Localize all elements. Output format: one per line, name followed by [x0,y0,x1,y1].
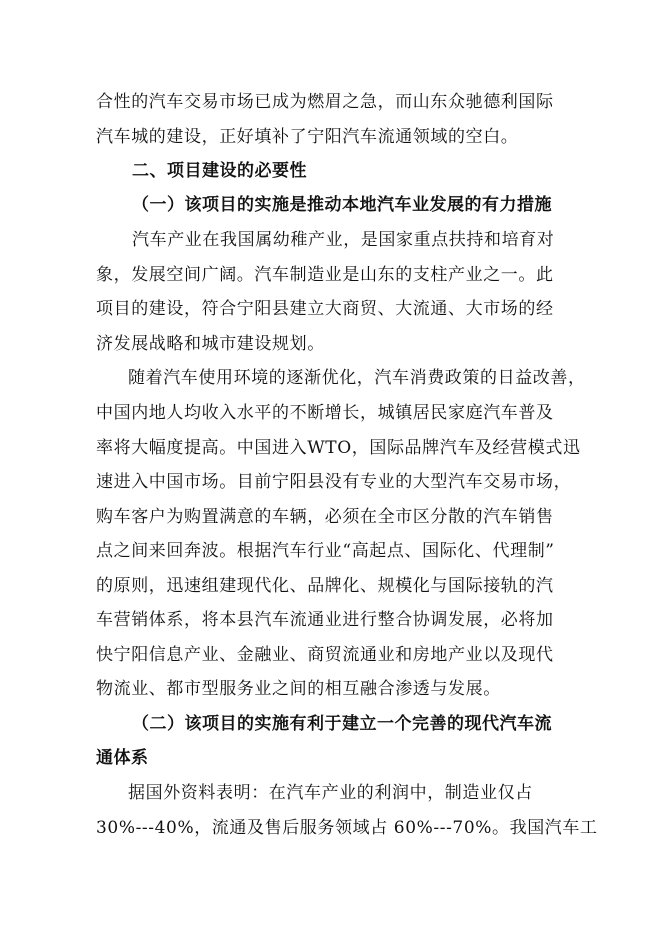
paragraph-line: 中国内地人均收入水平的不断增长，城镇居民家庭汽车普及 [96,403,554,423]
paragraph-line: 速进入中国市场。目前宁阳县没有专业的大型汽车交易市场， [96,472,572,492]
paragraph-line: 物流业、都市型服务业之间的相互融合渗透与发展。 [96,679,501,699]
section-heading: 二、项目建设的必要性 [132,161,307,181]
paragraph-line: 据国外资料表明：在汽车产业的利润中，制造业仅占 [128,783,533,803]
paragraph-line: 象，发展空间广阔。汽车制造业是山东的支柱产业之一。此 [96,265,554,285]
paragraph-line: 的原则，迅速组建现代化、品牌化、规模化与国际接轨的汽 [96,576,554,596]
paragraph-line: 率将大幅度提高。中国进入WTO，国际品牌汽车及经营模式迅 [96,438,581,458]
paragraph-line: 合性的汽车交易市场已成为燃眉之急，而山东众驰德利国际 [96,92,554,112]
paragraph-line: 点之间来回奔波。根据汽车行业“高起点、国际化、代理制” [96,541,555,561]
paragraph-line: 济发展战略和城市建设规划。 [96,334,325,354]
subsection-heading: （一）该项目的实施是推动本地汽车业发展的有力措施 [132,195,552,215]
paragraph-line: 30%---40%，流通及售后服务领域占 60%---70%。我国汽车工 [96,818,598,838]
subsection-heading: （二）该项目的实施有利于建立一个完善的现代汽车流 [132,714,552,734]
paragraph-line: 快宁阳信息产业、金融业、商贸流通业和房地产业以及现代 [96,645,554,665]
subsection-heading-continued: 通体系 [96,748,149,768]
paragraph-line: 汽车产业在我国属幼稚产业，是国家重点扶持和培育对 [132,230,555,250]
paragraph-line: 汽车城的建设，正好填补了宁阳汽车流通领域的空白。 [96,127,519,147]
paragraph-line: 随着汽车使用环境的逐渐优化，汽车消费政策的日益改善， [128,368,586,388]
paragraph-line: 车营销体系，将本县汽车流通业进行整合协调发展，必将加 [96,610,554,630]
paragraph-line: 项目的建设，符合宁阳县建立大商贸、大流通、大市场的经 [96,299,554,319]
paragraph-line: 购车客户为购置满意的车辆，必须在全市区分散的汽车销售 [96,507,554,527]
